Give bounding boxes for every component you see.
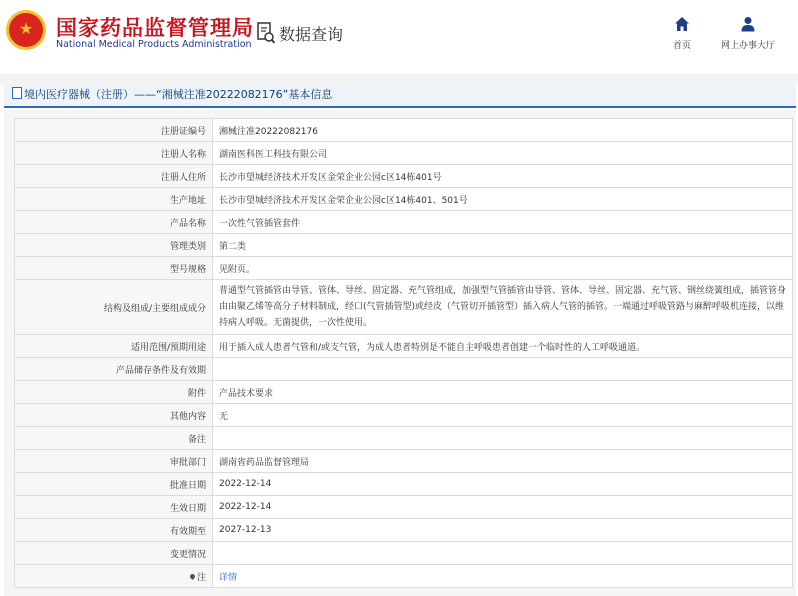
row-value: 长沙市望城经济技术开发区金荣企业公园c区14栋401号 [213,165,793,188]
table-row [15,234,793,257]
row-label: 变更情况 [15,542,213,565]
table-row [15,335,793,358]
row-value [213,542,793,565]
nav-home[interactable] [664,16,700,51]
nav-online-hall-label: 网上办事大厅 [720,41,775,51]
row-label: 生效日期 [15,496,213,519]
row-label: 型号规格 [15,257,213,280]
row-value: 湖南医科医工科技有限公司 [213,142,793,165]
row-value: 2022-12-14 [213,496,793,519]
nav-online-hall[interactable] [716,16,780,51]
site-header [0,0,798,75]
row-value: 产品技术要求 [213,381,793,404]
table-row [15,211,793,234]
row-value: 一次性气管插管套件 [213,211,793,234]
row-label: 注册证编号 [15,119,213,142]
row-label: 有效期至 [15,519,213,542]
note-label: 注 [196,572,206,583]
detail-panel [4,110,796,596]
table-row [15,473,793,496]
row-label: 注册人名称 [15,142,213,165]
row-value: 长沙市望城经济技术开发区金荣企业公园c区14栋401、501号 [213,188,793,211]
table-row [15,565,793,588]
table-row [15,427,793,450]
query-title: 数据查询 [279,25,344,44]
row-label: 生产地址 [15,188,213,211]
site-subtitle: National Medical Products Administration [56,39,252,50]
document-search-icon [257,22,275,44]
table-row [15,358,793,381]
row-value: 用于插入成人患者气管和/或支气管，为成人患者特别是不能自主呼吸患者创建一个临时性的人工呼吸通道。 [213,335,793,358]
document-icon [12,87,22,99]
row-value [213,358,793,381]
row-label: 注册人住所 [15,165,213,188]
location-icon [189,572,196,579]
details-link[interactable]: 详情 [219,572,238,583]
table-row [15,519,793,542]
row-value: 普通型气管插管由导管、管体、导丝、固定器、充气管组成，加强型气管插管由导管、管体、导丝、固定器、充气管、钢丝绕簧组成，插管管身由由聚乙烯等高分子材料制成，经口(气管插管型)或经皮（气管切开插管型）插入病人气管的插管。一端通过呼吸管路与麻醉呼吸机连接，以维持病人呼吸。无菌提供，一次性使用。 [213,280,793,335]
header-separator [0,74,798,84]
page-title-bar [4,84,796,108]
row-label-note [15,565,213,588]
row-label: 适用范围/预期用途 [15,335,213,358]
row-label: 备注 [15,427,213,450]
detail-table [14,118,793,588]
row-value [213,427,793,450]
row-label: 产品名称 [15,211,213,234]
row-label: 管理类别 [15,234,213,257]
row-value [213,565,793,588]
national-emblem-icon: ★ [6,10,46,50]
home-icon [674,16,690,32]
row-label: 批准日期 [15,473,213,496]
table-row [15,450,793,473]
user-icon [740,16,756,32]
table-row [15,188,793,211]
nav-home-label: 首页 [672,41,691,51]
table-row [15,542,793,565]
row-label: 产品储存条件及有效期 [15,358,213,381]
table-row [15,280,793,335]
table-row [15,496,793,519]
table-row [15,142,793,165]
row-value: 湘械注准20222082176 [213,119,793,142]
row-label: 审批部门 [15,450,213,473]
row-label: 其他内容 [15,404,213,427]
row-value: 2027-12-13 [213,519,793,542]
row-label: 结构及组成/主要组成成分 [15,280,213,335]
row-value: 见附页。 [213,257,793,280]
table-row [15,257,793,280]
row-value: 2022-12-14 [213,473,793,496]
table-row [15,404,793,427]
table-row [15,119,793,142]
page-title: 境内医疗器械（注册）——“湘械注准20222082176”基本信息 [24,88,333,101]
row-label: 附件 [15,381,213,404]
row-value: 无 [213,404,793,427]
table-row [15,381,793,404]
row-value: 第二类 [213,234,793,257]
table-row [15,165,793,188]
site-title[interactable]: 国家药品监督管理局 [56,16,254,40]
row-value: 湖南省药品监督管理局 [213,450,793,473]
